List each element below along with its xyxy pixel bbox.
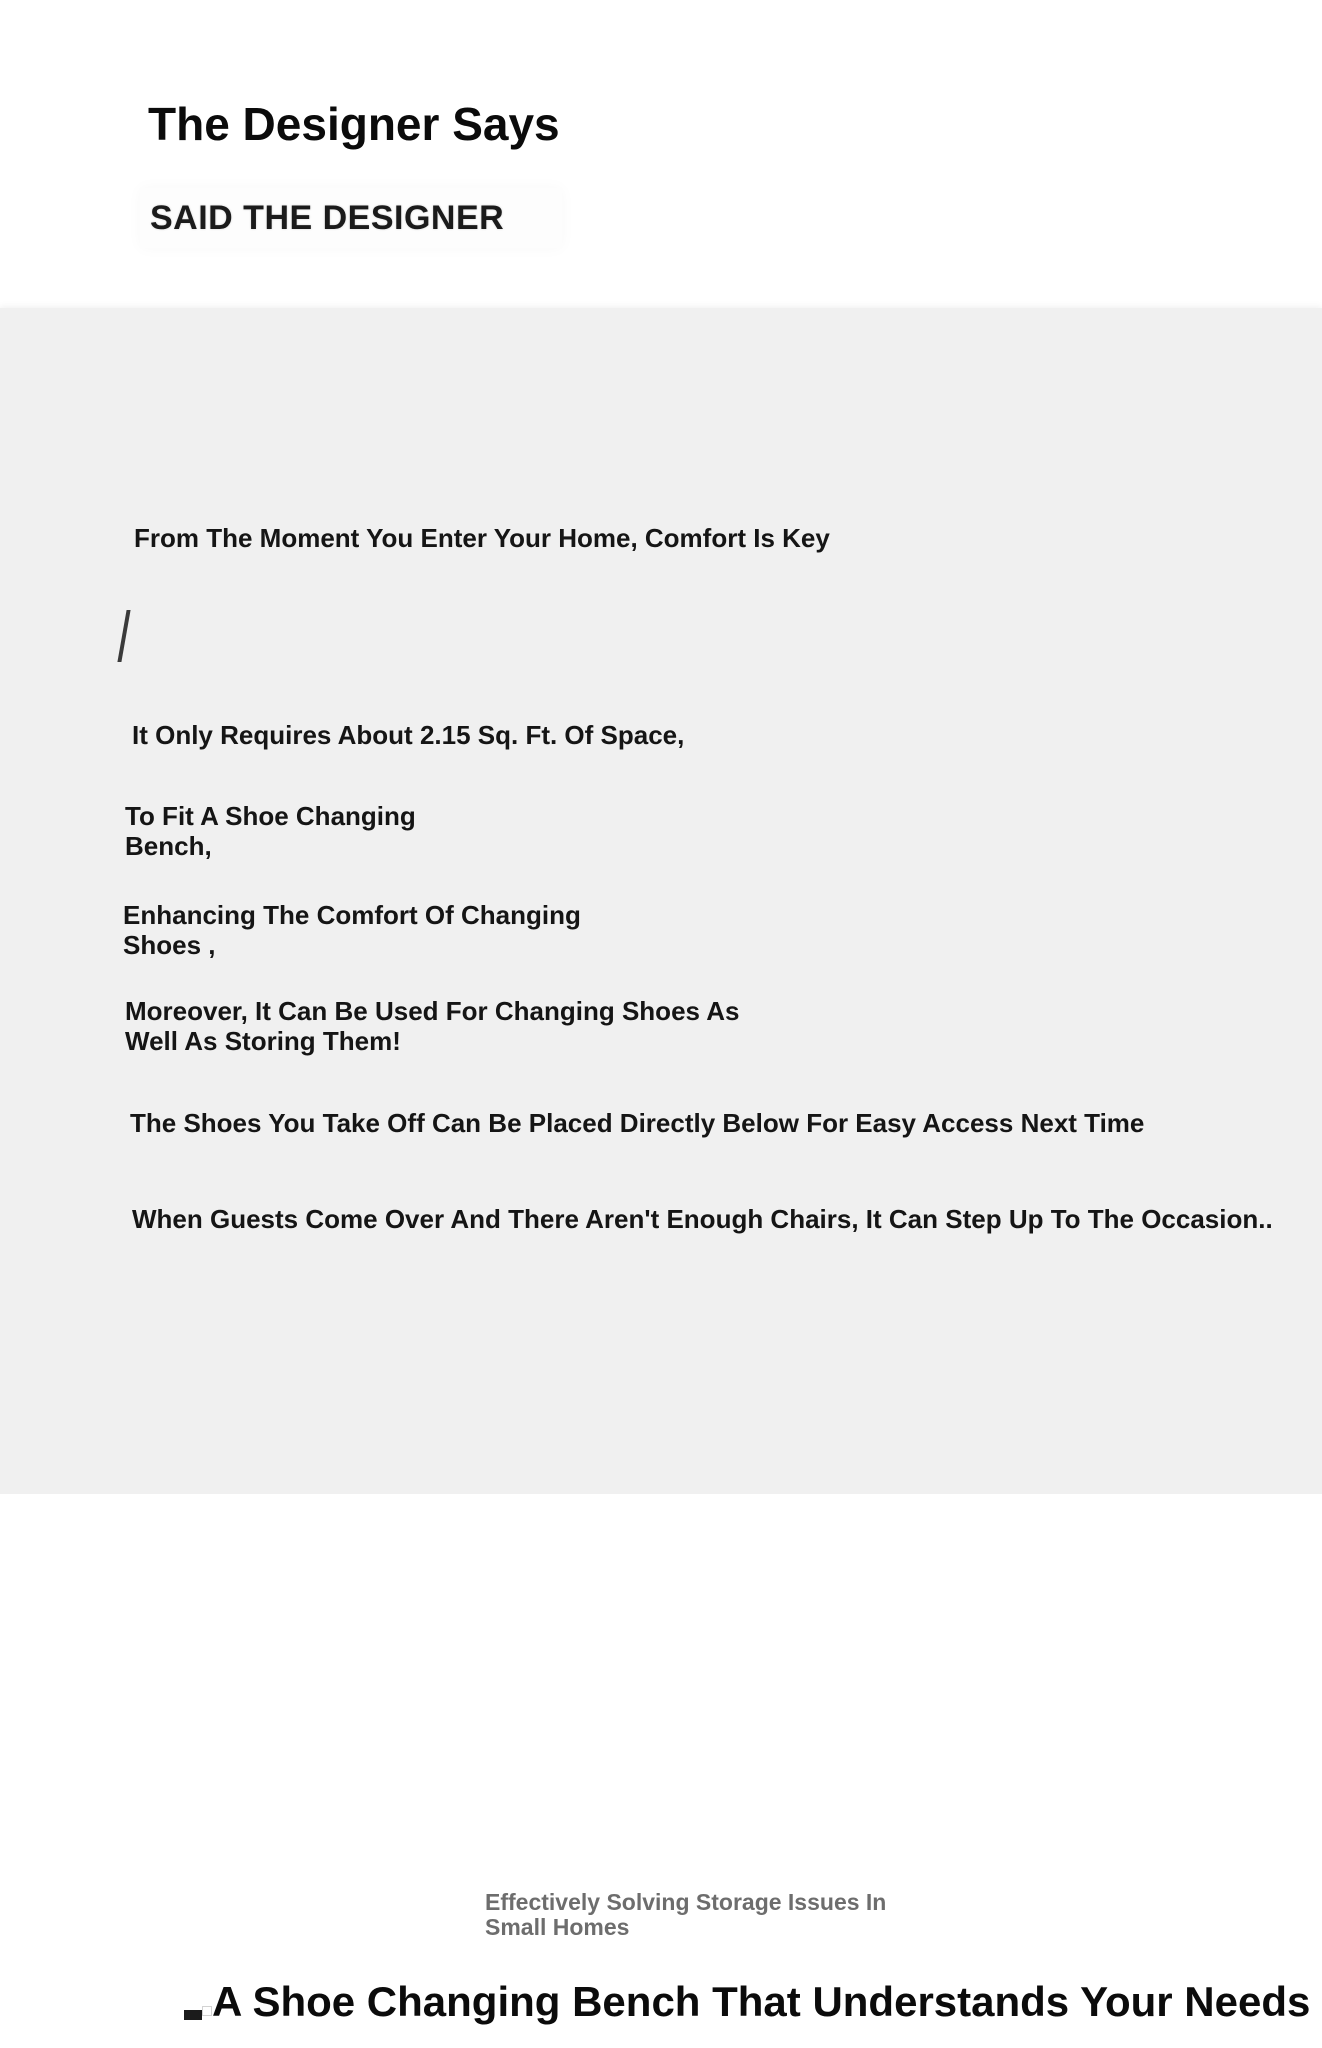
feature-line-1: From The Moment You Enter Your Home, Comfort Is Key <box>134 523 830 553</box>
page-title: The Designer Says <box>148 98 560 150</box>
product-intro-section <box>0 1494 1322 2048</box>
subtitle: SAID THE DESIGNER <box>150 199 505 237</box>
product-headline: A Shoe Changing Bench That Understands Your Needs <box>212 1978 1311 2025</box>
feature-line-3: To Fit A Shoe Changing Bench, <box>125 801 416 861</box>
feature-line-5: Moreover, It Can Be Used For Changing Shoes As Well As Storing Them! <box>125 996 740 1056</box>
feature-line-4: Enhancing The Comfort Of Changing Shoes , <box>123 900 581 960</box>
feature-line-6: The Shoes You Take Off Can Be Placed Directly Below For Easy Access Next Time <box>130 1108 1145 1138</box>
tagline: Effectively Solving Storage Issues In Small Homes <box>485 1889 887 1940</box>
feature-line-7: When Guests Come Over And There Aren't Enough Chairs, It Can Step Up To The Occasion.. <box>132 1204 1273 1234</box>
bench-icon <box>184 2010 202 2020</box>
header-section <box>0 0 1322 308</box>
subtitle-banner <box>140 188 562 248</box>
feature-line-2: It Only Requires About 2.15 Sq. Ft. Of Space, <box>132 720 685 750</box>
